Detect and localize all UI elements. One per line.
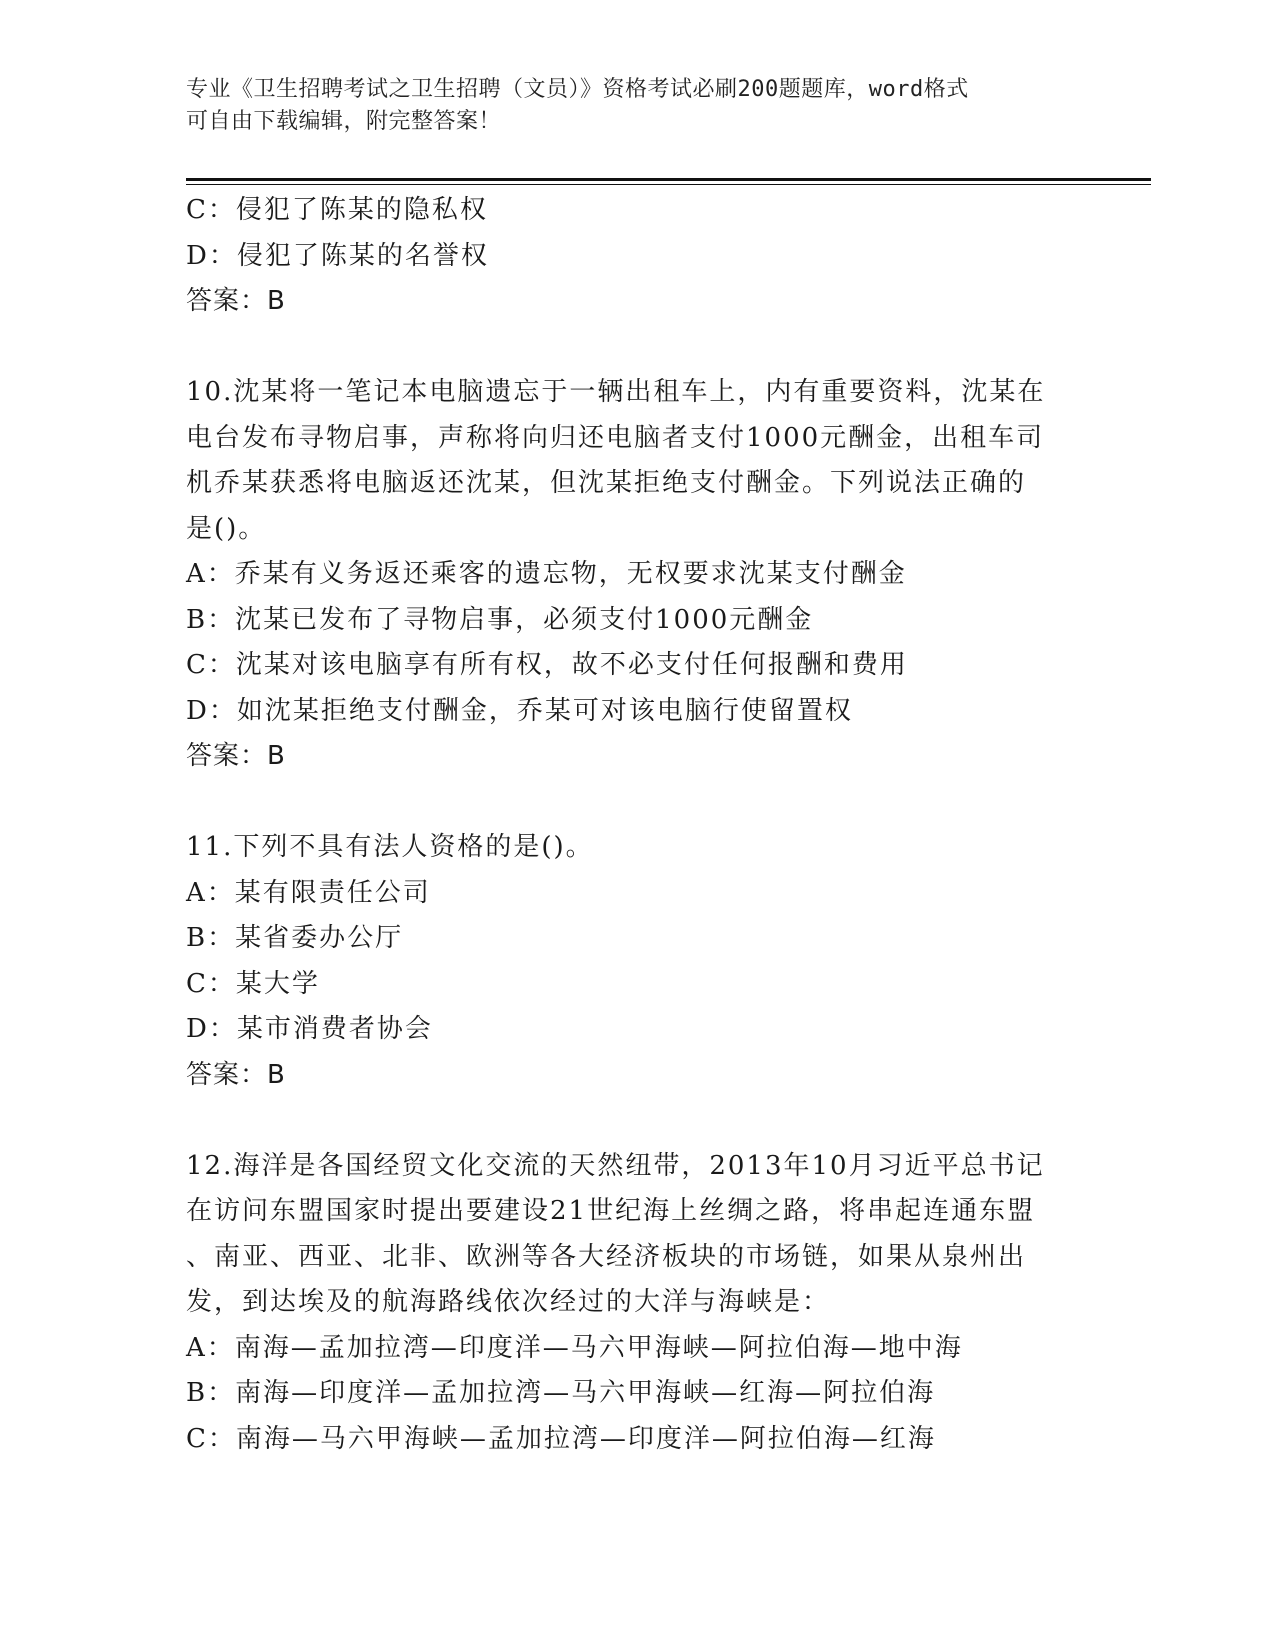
option-d: D：某市消费者协会: [186, 1014, 433, 1044]
question-11: [186, 825, 1086, 1098]
option-b: B：某省委办公厅: [186, 923, 404, 953]
question-12: [186, 1144, 1086, 1463]
option-d: D：如沈某拒绝支付酬金，乔某可对该电脑行使留置权: [186, 695, 853, 726]
header-divider-thick: [186, 178, 1151, 181]
option-c: C：南海—马六甲海峡—孟加拉湾—印度洋—阿拉伯海—红海: [186, 1423, 936, 1454]
spacer: [186, 325, 1086, 371]
question-9-continued: [186, 188, 1086, 325]
question-10: [186, 370, 1086, 780]
answer-label: 答案：B: [186, 286, 286, 316]
option-b: B：沈某已发布了寻物启事，必须支付1000元酬金: [186, 604, 814, 635]
header-line-1: 专业《卫生招聘考试之卫生招聘（文员）》资格考试必刷200题题库，word格式: [186, 77, 969, 102]
question-stem-line: 在访问东盟国家时提出要建设21世纪海上丝绸之路，将串起连通东盟: [186, 1196, 1036, 1226]
option-b: B：南海—印度洋—孟加拉湾—马六甲海峡—红海—阿拉伯海: [186, 1378, 936, 1408]
question-stem-line: 12.海洋是各国经贸文化交流的天然纽带，2013年10月习近平总书记: [186, 1150, 1045, 1181]
question-stem-line: 机乔某获悉将电脑返还沈某，但沈某拒绝支付酬金。下列说法正确的: [186, 468, 1027, 498]
option-c: C：沈某对该电脑享有所有权，故不必支付任何报酬和费用: [186, 650, 908, 680]
answer-label: 答案：B: [186, 1059, 286, 1090]
option-a: A：乔某有义务返还乘客的遗忘物，无权要求沈某支付酬金: [186, 559, 907, 589]
option-c: C：侵犯了陈某的隐私权: [186, 195, 488, 225]
answer-label: 答案：B: [186, 741, 286, 771]
header-divider-thin: [186, 184, 1151, 185]
header-line-2: 可自由下载编辑，附完整答案！: [186, 109, 502, 134]
option-a: A：某有限责任公司: [186, 877, 431, 908]
spacer: [186, 1098, 1086, 1144]
question-stem-line: 、南亚、西亚、北非、欧洲等各大经济板块的市场链，如果从泉州出: [186, 1241, 1027, 1272]
question-stem-line: 10.沈某将一笔记本电脑遗忘于一辆出租车上，内有重要资料，沈某在: [186, 377, 1046, 407]
question-stem-line: 11.下列不具有法人资格的是()。: [186, 832, 594, 862]
option-a: A：南海—孟加拉湾—印度洋—马六甲海峡—阿拉伯海—地中海: [186, 1332, 963, 1363]
option-c: C：某大学: [186, 968, 320, 999]
document-body: [186, 188, 1086, 1462]
document-header: [186, 74, 1066, 138]
option-d: D：侵犯了陈某的名誉权: [186, 240, 489, 271]
spacer: [186, 780, 1086, 826]
question-stem-line: 发，到达埃及的航海路线依次经过的大洋与海峡是：: [186, 1287, 831, 1317]
question-stem-line: 是()。: [186, 513, 267, 544]
question-stem-line: 电台发布寻物启事，声称将向归还电脑者支付1000元酬金，出租车司: [186, 422, 1045, 453]
